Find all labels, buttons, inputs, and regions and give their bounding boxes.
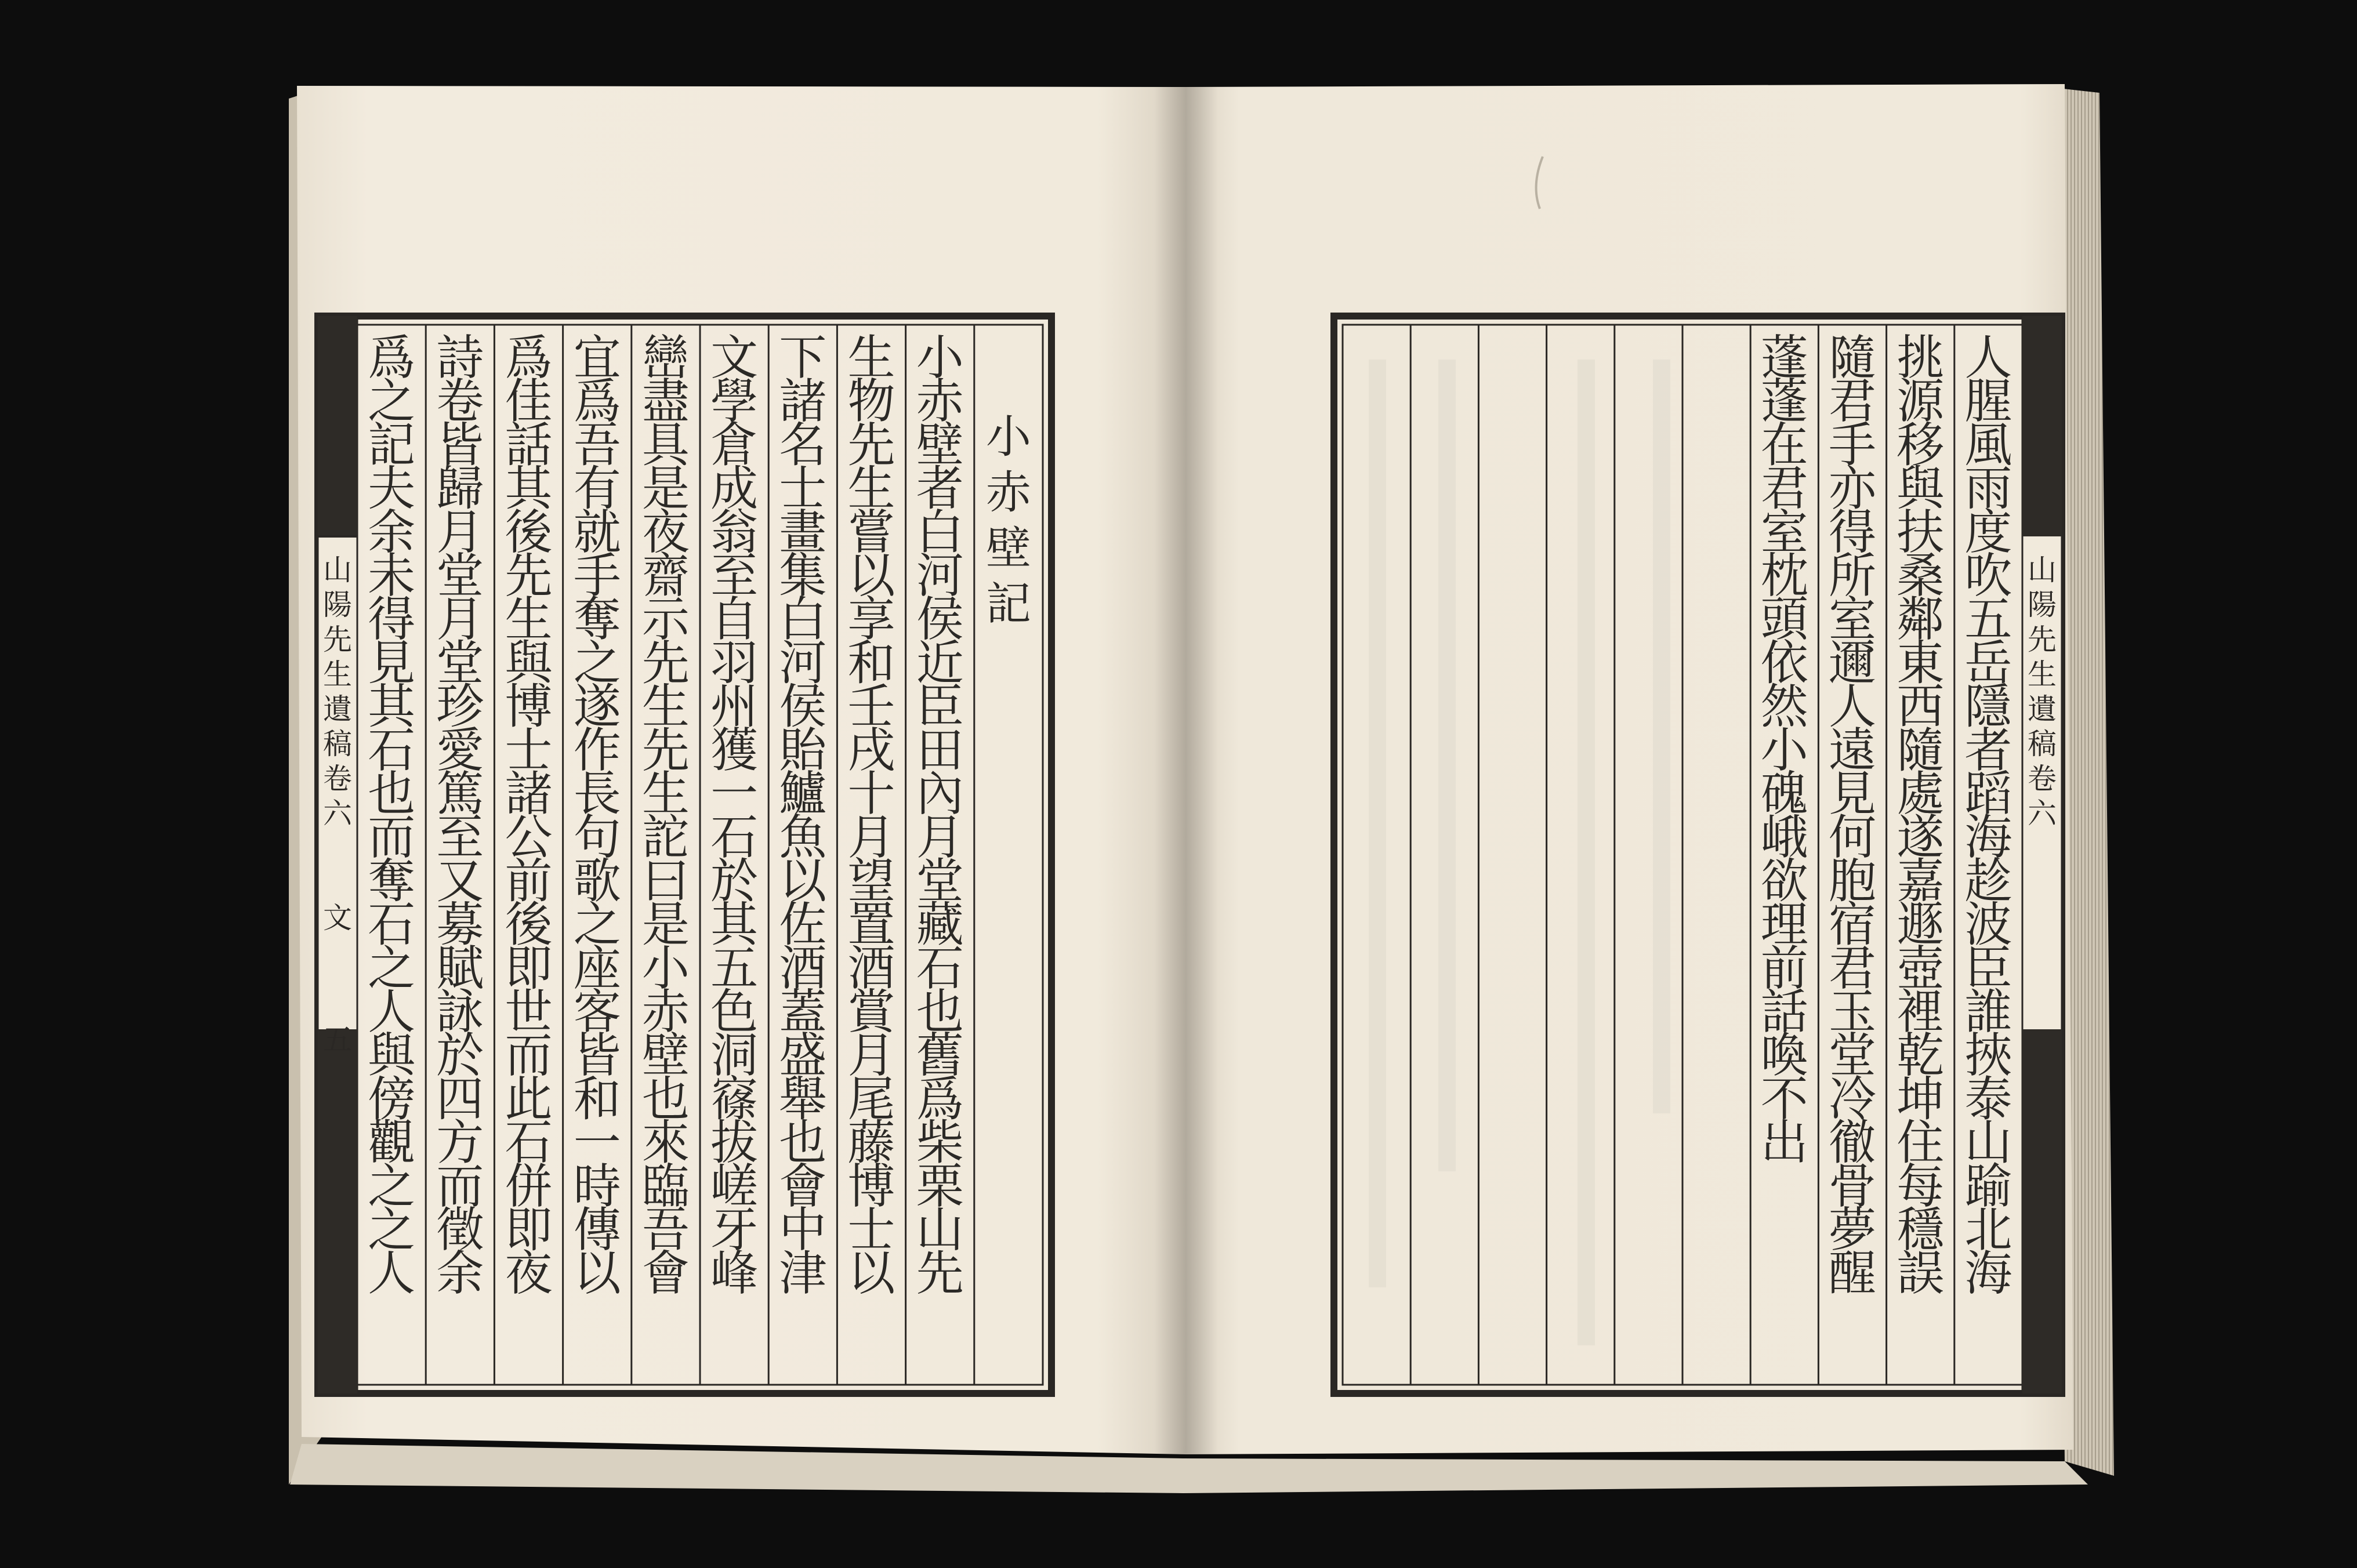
left-text-column: 詩卷皆歸月堂月堂珍愛篤至又募賦詠於四方而徵余 (436, 331, 484, 1302)
left-text-column: 巒盡具是夜齋示先生先生詑曰是小赤壁也來臨吾會 (641, 331, 690, 1302)
right-text-column: 隨君手亦得所室邇人遠見何胞宿君玉堂冷徹骨夢醒 (1828, 331, 1877, 1302)
right-text-column: 挑源移與扶桑鄰東西隨處遂嘉遯壺裡乾坤住每穩誤 (1897, 331, 1945, 1302)
left-text-column: 生物先生嘗以享和壬戌十月望置酒賞月尾藤博士以 (847, 331, 895, 1302)
right-margin-title-text: 山陽先生遺稿卷六 (2028, 553, 2057, 830)
left-text-column: 文學倉成翁至自羽州獲一石於其五色洞窱拔嵯牙峰 (710, 331, 759, 1302)
gutter-shadow (1154, 87, 1218, 1454)
left-text-column: 小赤壁者白河侯近臣田內月堂藏石也舊爲柴栗山先 (916, 331, 964, 1302)
left-margin-page: 五 (323, 1023, 352, 1057)
right-text-column: 蓬蓬在君室枕頭依然小磈峨欲理前話喚不出 (1760, 331, 1808, 1171)
left-page-text-columns (368, 325, 1032, 1385)
left-text-column: 下諸名士畫集白河侯貽鱸魚以佐酒蓋盛舉也會中津 (779, 331, 827, 1302)
left-margin-section: 文 (323, 901, 352, 935)
right-text-column: 人腥風雨度吹五岳隱者蹈海趁波臣誰挾泰山踰北海 (1964, 331, 2012, 1302)
left-text-column: 宜爲吾有就手奪之遂作長句歌之座客皆和一時傳以 (573, 331, 621, 1302)
left-margin-title-text: 山陽先生遺稿卷六 (323, 553, 352, 830)
left-text-column: 爲佳話其後先生與博士諸公前後即世而此石併即夜 (505, 331, 553, 1302)
left-text-column: 爲之記夫余未得見其石也而奪石之人與傍觀之之人 (368, 331, 416, 1302)
left-page-title: 小赤壁記 (985, 411, 1031, 630)
